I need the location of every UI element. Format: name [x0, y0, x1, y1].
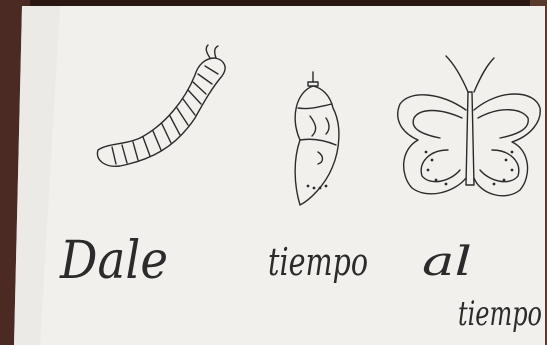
word-al: al	[422, 239, 472, 285]
word-tiempo-2: tiempo	[458, 294, 542, 334]
word-tiempo-1: tiempo	[268, 240, 368, 284]
word-dale: Dale	[59, 231, 169, 291]
